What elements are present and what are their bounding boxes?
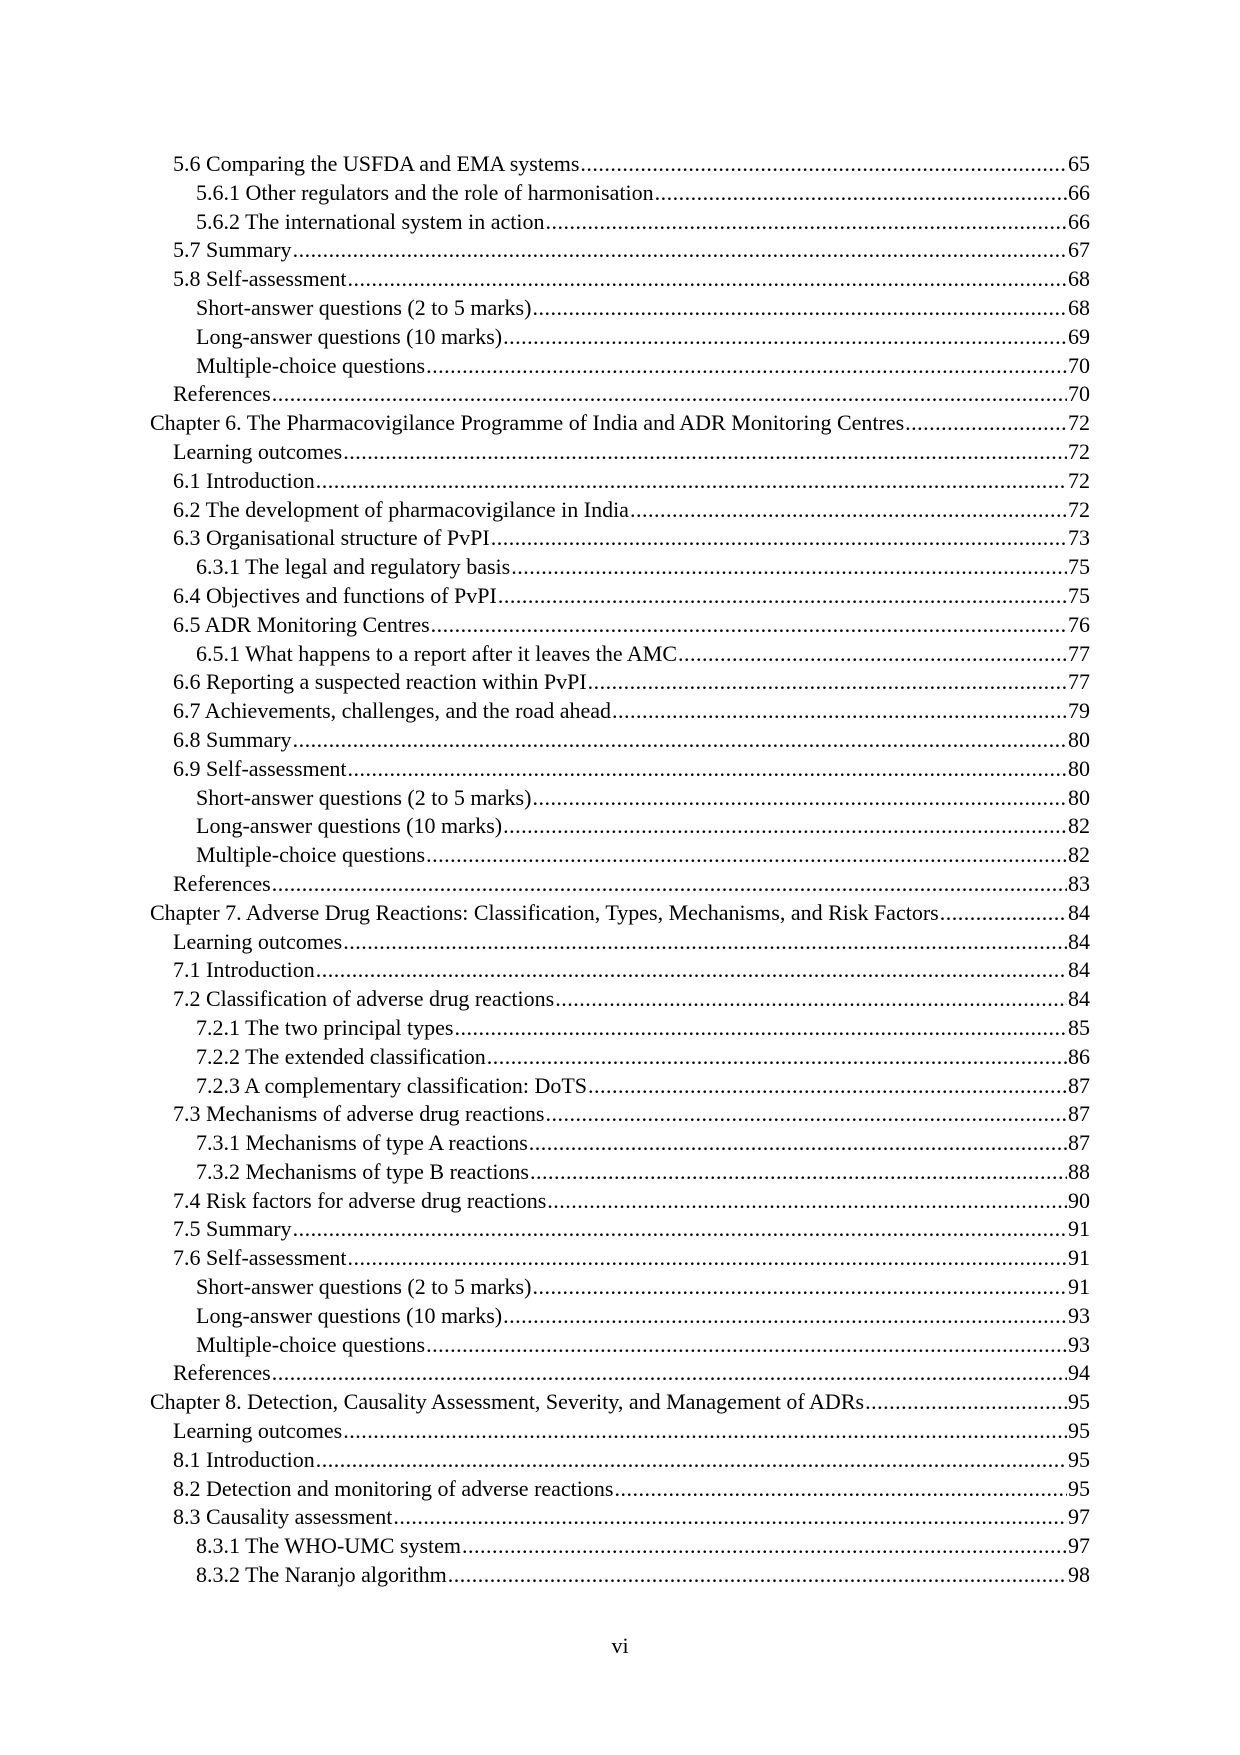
- toc-entry-title: Learning outcomes: [173, 928, 343, 954]
- toc-entry-page-number: 76: [1068, 611, 1090, 637]
- toc-entry-page-number: 97: [1068, 1533, 1090, 1559]
- page-number: vi: [611, 1633, 629, 1658]
- toc-entry[interactable]: [150, 1158, 1090, 1187]
- dot-leader: [580, 150, 1067, 179]
- toc-entry-title: 5.6.1 Other regulators and the role of harmonisation: [196, 179, 654, 205]
- toc-entry-title: 5.7 Summary: [173, 237, 292, 263]
- toc-entry[interactable]: [150, 1273, 1090, 1302]
- toc-entry[interactable]: [150, 208, 1090, 237]
- dot-leader: [529, 1129, 1067, 1158]
- toc-entry-page-number: 66: [1068, 208, 1090, 234]
- dot-leader: [348, 1244, 1067, 1273]
- toc-entry[interactable]: [150, 755, 1090, 784]
- toc-entry-page-number: 93: [1068, 1331, 1090, 1357]
- dot-leader: [588, 668, 1067, 697]
- toc-entry-title: Long-answer questions (10 marks): [196, 813, 503, 839]
- dot-leader: [545, 208, 1067, 237]
- toc-entry-title: 7.1 Introduction: [173, 957, 315, 983]
- toc-entry-title: 5.6.2 The international system in action: [196, 208, 545, 234]
- dot-leader: [545, 1100, 1067, 1129]
- toc-entry-title: 6.8 Summary: [173, 726, 292, 752]
- toc-entry-page-number: 87: [1068, 1130, 1090, 1156]
- toc-entry[interactable]: [150, 812, 1090, 841]
- dot-leader: [630, 496, 1067, 525]
- toc-entry[interactable]: [150, 294, 1090, 323]
- toc-entry-title: Multiple-choice questions: [196, 842, 426, 868]
- dot-leader: [547, 1187, 1067, 1216]
- dot-leader: [530, 1158, 1067, 1187]
- toc-entry-title: Learning outcomes: [173, 1418, 343, 1444]
- toc-entry-page-number: 86: [1068, 1043, 1090, 1069]
- toc-entry-page-number: 70: [1068, 381, 1090, 407]
- toc-entry-title: Chapter 7. Adverse Drug Reactions: Classification, Types, Mechanisms, and Risk Factors: [150, 899, 939, 925]
- toc-entry-title: Multiple-choice questions: [196, 1331, 426, 1357]
- dot-leader: [348, 265, 1067, 294]
- toc-entry-title: 7.3 Mechanisms of adverse drug reactions: [173, 1101, 545, 1127]
- toc-entry[interactable]: [150, 236, 1090, 265]
- toc-entry[interactable]: [150, 1100, 1090, 1129]
- toc-entry-page-number: 66: [1068, 179, 1090, 205]
- dot-leader: [343, 1417, 1067, 1446]
- toc-entry-title: 8.3 Causality assessment: [173, 1504, 393, 1530]
- dot-leader: [511, 553, 1067, 582]
- toc-entry[interactable]: [150, 668, 1090, 697]
- toc-entry-title: 6.3.1 The legal and regulatory basis: [196, 554, 511, 580]
- dot-leader: [293, 236, 1067, 265]
- dot-leader: [503, 812, 1067, 841]
- toc-entry-page-number: 77: [1068, 640, 1090, 666]
- toc-entry-title: 7.2 Classification of adverse drug reactions: [173, 986, 555, 1012]
- toc-entry-title: 5.8 Self-assessment: [173, 266, 347, 292]
- toc-entry-title: Short-answer questions (2 to 5 marks): [196, 784, 532, 810]
- toc-entry[interactable]: [150, 928, 1090, 957]
- toc-entry-page-number: 79: [1068, 698, 1090, 724]
- toc-entry-page-number: 98: [1068, 1562, 1090, 1588]
- dot-leader: [454, 1014, 1067, 1043]
- toc-entry-page-number: 83: [1068, 870, 1090, 896]
- toc-entry[interactable]: [150, 352, 1090, 381]
- toc-entry[interactable]: [150, 582, 1090, 611]
- toc-entry[interactable]: [150, 1187, 1090, 1216]
- toc-entry-title: 8.2 Detection and monitoring of adverse reactions: [173, 1475, 614, 1501]
- dot-leader: [431, 611, 1067, 640]
- toc-entry-title: 7.2.3 A complementary classification: DoTS: [196, 1072, 588, 1098]
- toc-entry-page-number: 73: [1068, 525, 1090, 551]
- dot-leader: [448, 1561, 1067, 1590]
- toc-entry-title: Multiple-choice questions: [196, 352, 426, 378]
- toc-entry[interactable]: [150, 1359, 1090, 1388]
- dot-leader: [272, 870, 1067, 899]
- dot-leader: [293, 726, 1067, 755]
- toc-entry[interactable]: [150, 1244, 1090, 1273]
- toc-entry[interactable]: [150, 1072, 1090, 1101]
- toc-entry[interactable]: [150, 150, 1090, 179]
- toc-entry[interactable]: [150, 524, 1090, 553]
- toc-entry-page-number: 91: [1068, 1216, 1090, 1242]
- toc-entry-page-number: 87: [1068, 1101, 1090, 1127]
- toc-entry-title: References: [173, 870, 271, 896]
- toc-entry-page-number: 67: [1068, 237, 1090, 263]
- toc-entry[interactable]: [150, 611, 1090, 640]
- dot-leader: [503, 1302, 1067, 1331]
- toc-entry-page-number: 93: [1068, 1302, 1090, 1328]
- dot-leader: [614, 1475, 1067, 1504]
- toc-entry-title: Long-answer questions (10 marks): [196, 1302, 503, 1328]
- toc-entry[interactable]: [150, 265, 1090, 294]
- dot-leader: [503, 323, 1067, 352]
- dot-leader: [316, 956, 1067, 985]
- toc-entry-page-number: 82: [1068, 842, 1090, 868]
- toc-entry-page-number: 68: [1068, 266, 1090, 292]
- dot-leader: [343, 438, 1067, 467]
- toc-entry-title: Long-answer questions (10 marks): [196, 323, 503, 349]
- toc-entry-page-number: 68: [1068, 294, 1090, 320]
- dot-leader: [393, 1503, 1067, 1532]
- toc-entry-title: 7.6 Self-assessment: [173, 1245, 347, 1271]
- toc-entry-page-number: 95: [1068, 1418, 1090, 1444]
- toc-entry[interactable]: [150, 956, 1090, 985]
- toc-entry[interactable]: [150, 1446, 1090, 1475]
- dot-leader: [655, 179, 1067, 208]
- toc-entry[interactable]: [150, 438, 1090, 467]
- toc-entry-title: 6.4 Objectives and functions of PvPI: [173, 582, 497, 608]
- toc-entry-page-number: 82: [1068, 813, 1090, 839]
- toc-entry[interactable]: [150, 697, 1090, 726]
- toc-entry-page-number: 95: [1068, 1446, 1090, 1472]
- toc-entry-page-number: 87: [1068, 1072, 1090, 1098]
- toc-entry[interactable]: [150, 1561, 1090, 1590]
- dot-leader: [491, 524, 1067, 553]
- toc-entry[interactable]: [150, 1302, 1090, 1331]
- toc-entry-page-number: 80: [1068, 755, 1090, 781]
- toc-entry-title: Short-answer questions (2 to 5 marks): [196, 294, 532, 320]
- toc-entry[interactable]: [150, 496, 1090, 525]
- dot-leader: [316, 1446, 1067, 1475]
- dot-leader: [426, 352, 1067, 381]
- toc-entry-page-number: 84: [1068, 899, 1090, 925]
- toc-entry-title: 7.2.2 The extended classification: [196, 1043, 486, 1069]
- toc-entry-page-number: 77: [1068, 669, 1090, 695]
- toc-entry[interactable]: [150, 1503, 1090, 1532]
- toc-entry[interactable]: [150, 1417, 1090, 1446]
- toc-entry-page-number: 88: [1068, 1158, 1090, 1184]
- toc-entry-page-number: 70: [1068, 352, 1090, 378]
- toc-entry-page-number: 84: [1068, 928, 1090, 954]
- dot-leader: [426, 841, 1067, 870]
- dot-leader: [940, 899, 1067, 928]
- toc-entry[interactable]: [150, 553, 1090, 582]
- toc-entry-page-number: 72: [1068, 496, 1090, 522]
- dot-leader: [272, 1359, 1067, 1388]
- dot-leader: [612, 697, 1067, 726]
- toc-entry[interactable]: [150, 985, 1090, 1014]
- toc-entry-page-number: 97: [1068, 1504, 1090, 1530]
- dot-leader: [316, 467, 1067, 496]
- toc-entry-title: 6.5 ADR Monitoring Centres: [173, 611, 430, 637]
- toc-entry-title: 6.1 Introduction: [173, 467, 315, 493]
- toc-entry-title: 7.3.2 Mechanisms of type B reactions: [196, 1158, 529, 1184]
- toc-entry-page-number: 65: [1068, 151, 1090, 176]
- toc-entry-title: 7.3.1 Mechanisms of type A reactions: [196, 1130, 528, 1156]
- toc-entry[interactable]: [150, 1215, 1090, 1244]
- toc-entry-title: 8.1 Introduction: [173, 1446, 315, 1472]
- toc-entry-page-number: 91: [1068, 1274, 1090, 1300]
- toc-entry-title: 6.9 Self-assessment: [173, 755, 347, 781]
- dot-leader: [348, 755, 1067, 784]
- toc-entry[interactable]: [150, 784, 1090, 813]
- toc-entry-title: 7.2.1 The two principal types: [196, 1014, 454, 1040]
- toc-entry[interactable]: [150, 726, 1090, 755]
- toc-entry-title: 7.5 Summary: [173, 1216, 292, 1242]
- toc-entry-title: Learning outcomes: [173, 438, 343, 464]
- dot-leader: [905, 409, 1067, 438]
- toc-entry-page-number: 69: [1068, 323, 1090, 349]
- toc-entry-title: Chapter 6. The Pharmacovigilance Programme of India and ADR Monitoring Centres: [150, 410, 905, 436]
- dot-leader: [293, 1215, 1067, 1244]
- toc-entry[interactable]: [150, 841, 1090, 870]
- toc-entry-title: References: [173, 381, 271, 407]
- dot-leader: [532, 784, 1067, 813]
- toc-entry-page-number: 90: [1068, 1187, 1090, 1213]
- toc-entry[interactable]: [150, 179, 1090, 208]
- toc-entry-page-number: 72: [1068, 467, 1090, 493]
- toc-entry[interactable]: [150, 323, 1090, 352]
- toc-entry[interactable]: [150, 1532, 1090, 1561]
- toc-entry[interactable]: [150, 1014, 1090, 1043]
- toc-entry[interactable]: [150, 1043, 1090, 1072]
- toc-entry-title: 6.2 The development of pharmacovigilance in India: [173, 496, 629, 522]
- dot-leader: [678, 640, 1067, 669]
- toc-entry[interactable]: [150, 467, 1090, 496]
- dot-leader: [588, 1072, 1067, 1101]
- toc-entry-page-number: 75: [1068, 554, 1090, 580]
- dot-leader: [498, 582, 1067, 611]
- toc-entry-title: 7.4 Risk factors for adverse drug reactions: [173, 1187, 547, 1213]
- dot-leader: [487, 1043, 1067, 1072]
- toc-chapter-entry[interactable]: [150, 409, 1090, 438]
- toc-entry-title: Short-answer questions (2 to 5 marks): [196, 1274, 532, 1300]
- toc-entry[interactable]: [150, 1129, 1090, 1158]
- toc-entry-title: 8.3.2 The Naranjo algorithm: [196, 1562, 447, 1588]
- toc-entry-title: 5.6 Comparing the USFDA and EMA systems: [173, 151, 580, 176]
- toc-entry[interactable]: [150, 380, 1090, 409]
- toc-entry-page-number: 80: [1068, 726, 1090, 752]
- dot-leader: [426, 1331, 1067, 1360]
- toc-entry[interactable]: [150, 870, 1090, 899]
- toc-entry-title: 8.3.1 The WHO-UMC system: [196, 1533, 462, 1559]
- toc-entry-page-number: 84: [1068, 957, 1090, 983]
- table-of-contents: [150, 150, 1090, 1590]
- toc-entry-page-number: 95: [1068, 1475, 1090, 1501]
- toc-entry-title: Chapter 8. Detection, Causality Assessment, Severity, and Management of ADRs: [150, 1389, 865, 1415]
- dot-leader: [532, 1273, 1067, 1302]
- toc-entry-title: 6.3 Organisational structure of PvPI: [173, 525, 490, 551]
- toc-entry-page-number: 72: [1068, 438, 1090, 464]
- dot-leader: [343, 928, 1067, 957]
- toc-entry[interactable]: [150, 1475, 1090, 1504]
- toc-entry-title: 6.7 Achievements, challenges, and the road ahead: [173, 698, 612, 724]
- toc-entry-title: 6.6 Reporting a suspected reaction within PvPI: [173, 669, 587, 695]
- toc-entry-page-number: 72: [1068, 410, 1090, 436]
- toc-entry-page-number: 80: [1068, 784, 1090, 810]
- dot-leader: [865, 1388, 1067, 1417]
- toc-entry-page-number: 91: [1068, 1245, 1090, 1271]
- toc-chapter-entry[interactable]: [150, 899, 1090, 928]
- dot-leader: [532, 294, 1067, 323]
- toc-entry-page-number: 75: [1068, 582, 1090, 608]
- toc-entry-page-number: 94: [1068, 1360, 1090, 1386]
- dot-leader: [555, 985, 1067, 1014]
- toc-entry-page-number: 84: [1068, 986, 1090, 1012]
- toc-entry-title: 6.5.1 What happens to a report after it leaves the AMC: [196, 640, 678, 666]
- toc-entry-page-number: 95: [1068, 1389, 1090, 1415]
- toc-entry[interactable]: [150, 640, 1090, 669]
- toc-entry[interactable]: [150, 1331, 1090, 1360]
- toc-chapter-entry[interactable]: [150, 1388, 1090, 1417]
- dot-leader: [272, 380, 1067, 409]
- dot-leader: [462, 1532, 1067, 1561]
- toc-entry-title: References: [173, 1360, 271, 1386]
- toc-entry-page-number: 85: [1068, 1014, 1090, 1040]
